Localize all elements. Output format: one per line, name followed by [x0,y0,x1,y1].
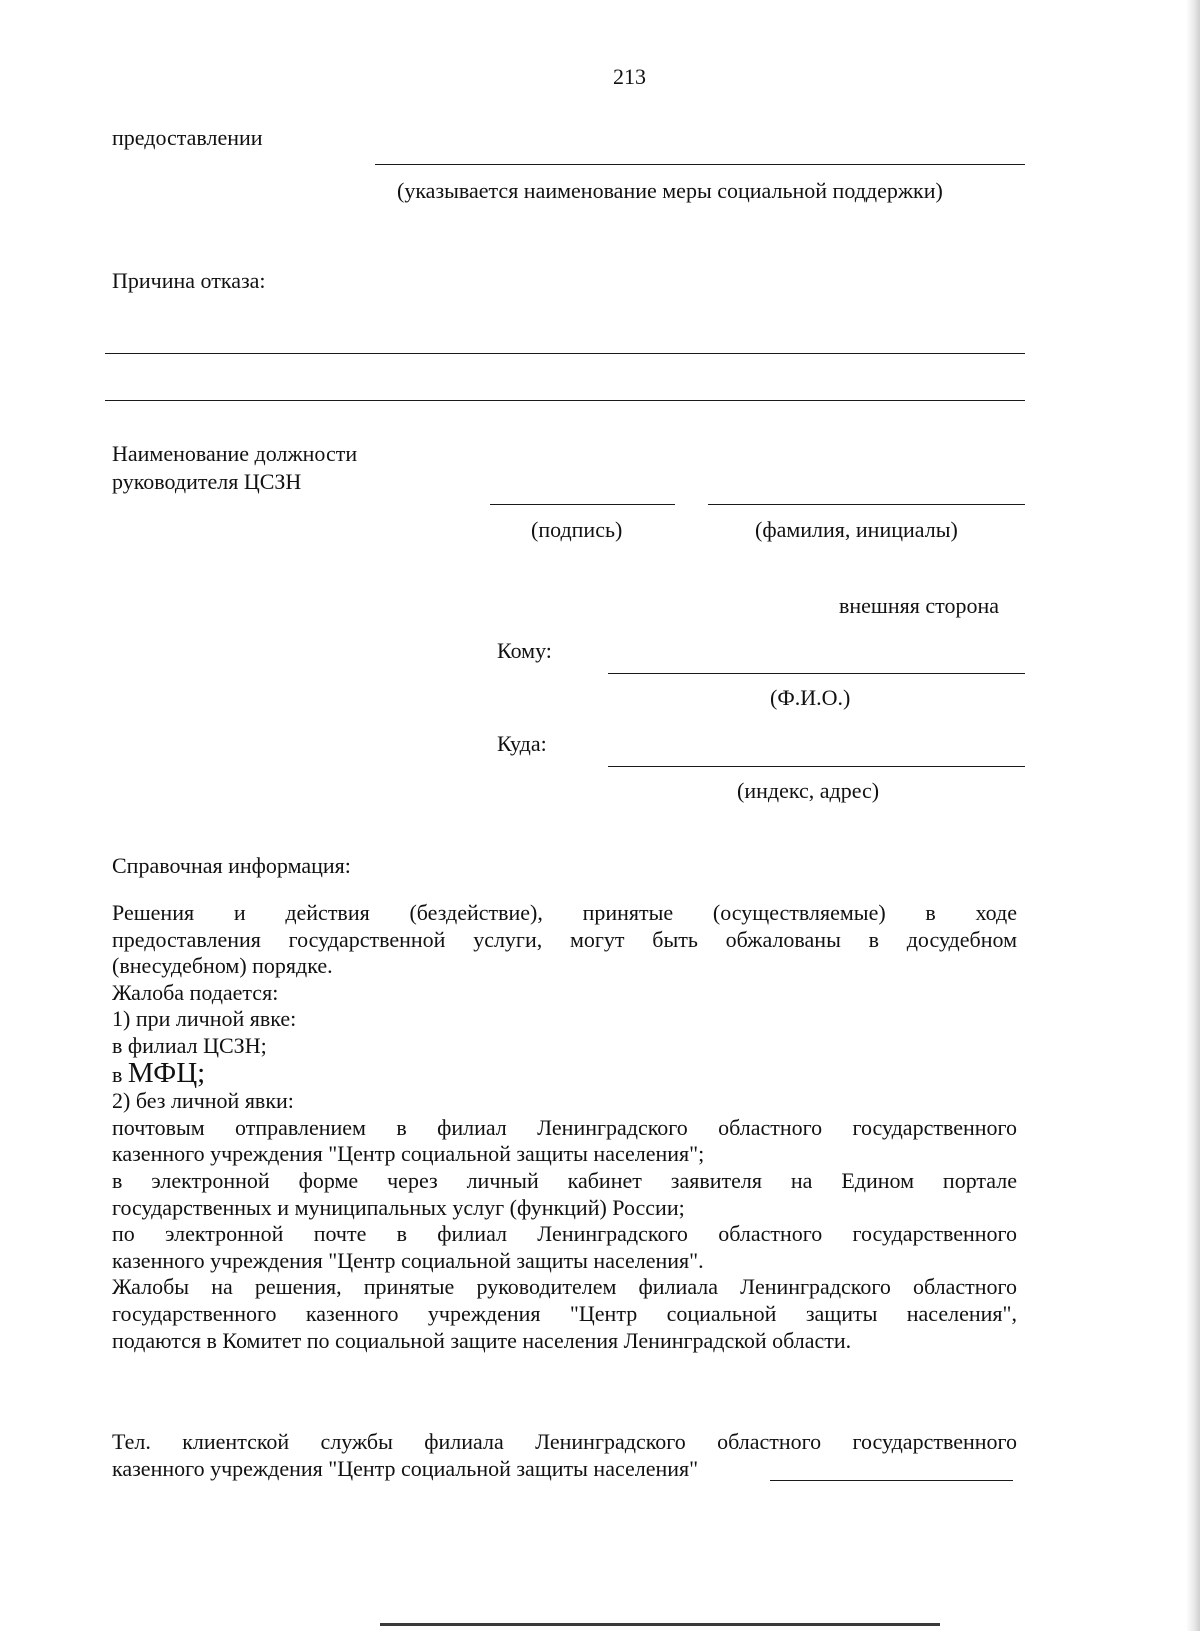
where-label: Куда: [497,731,547,756]
electronic-line-1: в электронной форме через личный кабинет заявителя на Едином портале [112,1167,1017,1193]
page-number: 213 [613,64,646,89]
lead-word: предоставлении [112,125,263,150]
postal-line-1: почтовым отправлением в филиал Ленинградского областного государственного [112,1114,1017,1140]
signature-caption: (подпись) [531,517,623,542]
postal-line-2: казенного учреждения "Центр социальной защиты населения"; [112,1141,705,1167]
complaints-line-1: Жалобы на решения, принятые руководителем филиала Ленинградского областного [112,1274,1017,1300]
electronic-line-2: государственных и муниципальных услуг (функций) России; [112,1194,685,1220]
intro-line-2: предоставления государственной услуги, могут быть обжалованы в досудебном [112,926,1017,952]
intro-line-3: (внесудебном) порядке. [112,953,333,979]
to-label: Кому: [497,638,552,663]
position-title-line2: руководителя ЦСЗН [112,469,302,494]
email-line-2: казенного учреждения "Центр социальной защиты населения". [112,1247,704,1273]
where-fill-line [608,766,1025,767]
to-caption: (Ф.И.О.) [770,685,851,710]
reference-body [112,900,1017,1354]
name-fill-line [708,504,1025,505]
to-branch-line: в филиал ЦСЗН; [112,1032,267,1058]
in-person-line: 1) при личной явке: [112,1006,297,1032]
scan-edge-shadow [1186,0,1200,1631]
envelope-side-label: внешняя сторона [839,593,1000,618]
measure-fill-line [375,164,1025,165]
intro-line-1: Решения и действия (бездействие), принятые (осуществляемые) в ходе [112,900,1017,925]
to-mfc-prefix: в [112,1061,123,1087]
to-fill-line [608,673,1025,674]
phone-line-1: Тел. клиентской службы филиала Ленинградского областного государственного [112,1429,1017,1454]
refusal-label: Причина отказа: [112,268,266,293]
signature-fill-line [490,504,675,505]
to-mfc-name: МФЦ; [127,1056,206,1089]
remote-line: 2) без личной явки: [112,1088,294,1114]
name-caption: (фамилия, инициалы) [755,517,958,542]
email-line-1: по электронной почте в филиал Ленинградского областного государственного [112,1221,1017,1247]
phone-block [112,1429,1017,1482]
scan-bottom-mark [380,1623,940,1626]
reference-heading: Справочная информация: [112,853,351,878]
phone-line-2: казенного учреждения "Центр социальной защиты населения" [112,1455,699,1481]
where-caption: (индекс, адрес) [737,778,880,803]
refusal-fill-line-1 [105,353,1025,354]
phone-fill-line [770,1480,1013,1481]
to-mfc-line [112,1056,1017,1089]
measure-caption: (указывается наименование меры социальной поддержки) [397,178,943,203]
submitted-line: Жалоба подается: [112,979,279,1005]
complaints-line-2: государственного казенного учреждения "Центр социальной защиты населения", [112,1300,1017,1326]
refusal-fill-line-2 [105,400,1025,401]
position-title-line1: Наименование должности [112,441,358,466]
complaints-line-3: подаются в Комитет по социальной защите населения Ленинградской области. [112,1327,852,1353]
